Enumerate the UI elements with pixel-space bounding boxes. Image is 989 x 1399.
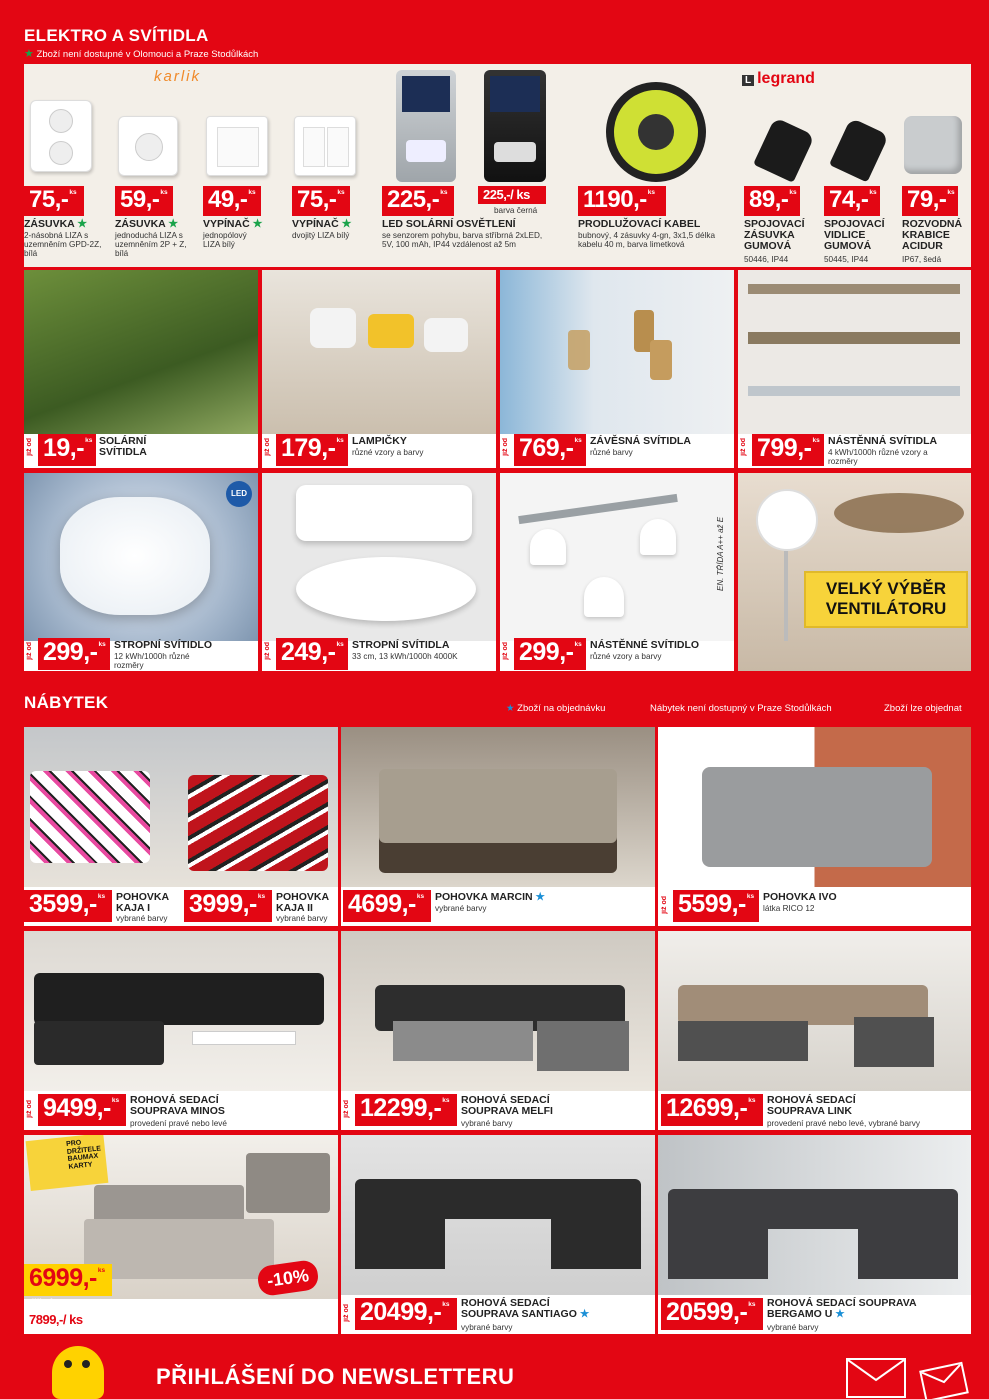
price-tag: 299,- ks bbox=[514, 638, 586, 670]
price-tag: 799,- ks bbox=[752, 434, 824, 466]
envelope-icon bbox=[846, 1358, 906, 1398]
price-tag: 249,- ks bbox=[276, 638, 348, 670]
price-tag: 1190,- ks bbox=[578, 186, 666, 216]
regular-price: 7899,-/ ks bbox=[24, 1311, 102, 1329]
product-desc: dvojitý LIZA bílý bbox=[292, 231, 350, 240]
product-desc: vybrané barvy bbox=[435, 904, 487, 913]
product-name: POHOVKA IVO bbox=[763, 891, 837, 903]
mascot-icon bbox=[52, 1346, 104, 1399]
led-badge: LED bbox=[226, 481, 252, 507]
product-name: NÁSTĚNNÁ SVÍTIDLA bbox=[828, 435, 938, 447]
price-tag: 3599,- ks bbox=[24, 890, 112, 922]
product-desc: bubnový, 4 zásuvky 4-gn, 3x1,5 délka kabelu 40 m, barva limetková bbox=[578, 231, 715, 250]
product-desc: 2-násobná LIZA s uzemněním GPD-2Z, bílá bbox=[24, 231, 102, 259]
switch-double-image bbox=[294, 116, 356, 176]
from-label: již od bbox=[26, 438, 33, 456]
price-tag: 20499,- ks bbox=[355, 1298, 457, 1330]
socket-double-image bbox=[30, 100, 92, 172]
product-name: VYPÍNAČ ★ bbox=[292, 218, 352, 230]
from-label: již od bbox=[661, 896, 668, 914]
kaja-photo bbox=[24, 727, 338, 887]
product-name: ROZVODNÁ KRABICE ACIDUR bbox=[902, 218, 963, 253]
energy-class-note: EN. TŘÍDA A++ až E bbox=[716, 516, 725, 591]
product-name: PRODLUŽOVACÍ KABEL bbox=[578, 218, 701, 230]
from-label: již od bbox=[502, 438, 509, 456]
product-desc: vybrané barvy bbox=[767, 1323, 819, 1332]
regular-price-label: Běžná cena: bbox=[24, 1298, 83, 1309]
solar-light-black-image bbox=[484, 70, 546, 182]
product-desc: IP67, šedá bbox=[902, 255, 942, 264]
product-desc: 4 kWh/1000h různé vzory a rozměry bbox=[828, 448, 928, 467]
price-tag: 74,- ks bbox=[824, 186, 880, 216]
newsletter-bar[interactable] bbox=[0, 1340, 989, 1399]
from-label: již od bbox=[26, 1100, 33, 1118]
product-desc: provedení pravé nebo levé bbox=[130, 1119, 227, 1128]
price-tag: 75,- ks bbox=[24, 186, 84, 216]
marcin-photo bbox=[341, 727, 655, 887]
product-desc: látka RICO 12 bbox=[763, 904, 815, 913]
switch-single-image bbox=[206, 116, 268, 176]
bergamo-photo bbox=[658, 1135, 971, 1295]
product-name: LAMPIČKY bbox=[352, 435, 407, 447]
product-desc: jednoduchá LIZA s uzemněním 2P + Z, bílá bbox=[115, 231, 187, 259]
product-desc: 221,5x163x114 cm, spací plocha: 160x200 cm včetně roštu, sametová tkanina bbox=[124, 1310, 319, 1329]
product-name: SPOJOVACÍ VIDLICE GUMOVÁ bbox=[824, 218, 885, 253]
from-label: již od bbox=[264, 642, 271, 660]
price-tag: 3999,- ks bbox=[184, 890, 272, 922]
product-name: ROHOVÁ SEDACÍ SOUPRAVA LINK bbox=[767, 1094, 856, 1118]
product-name: STROPNÍ SVÍTIDLA bbox=[352, 639, 450, 651]
solar-light-silver-image bbox=[396, 70, 456, 182]
price-tag: 9499,- ks bbox=[38, 1094, 126, 1126]
product-name: POHOVKA KAJA II bbox=[276, 891, 329, 915]
rubber-socket-image bbox=[753, 117, 815, 183]
newsletter-title[interactable]: PŘIHLÁŠENÍ DO NEWSLETTERU bbox=[156, 1364, 515, 1389]
product-name: POHOVKA MARCIN ★ bbox=[435, 891, 545, 903]
brand-logo-legrand: L legrand bbox=[742, 70, 815, 88]
ceiling-lights-photo bbox=[262, 473, 496, 641]
price-tag: 89,- ks bbox=[744, 186, 800, 216]
fan-promo-banner: VELKÝ VÝBĚR VENTILÁTORU bbox=[804, 571, 968, 628]
from-label: již od bbox=[343, 1100, 350, 1118]
product-name: NÁSTĚNNÉ SVÍTIDLO bbox=[590, 639, 700, 651]
product-name: VYPÍNAČ ★ bbox=[203, 218, 263, 230]
baumax-card-badge: PRO DRŽITELE BAUMAX KARTY bbox=[26, 1135, 109, 1191]
product-desc: 12 kWh/1000h různé rozměry bbox=[114, 652, 190, 671]
price-tag: 769,- ks bbox=[514, 434, 586, 466]
junction-box-image bbox=[904, 116, 962, 174]
product-desc: vybrané barvy bbox=[461, 1323, 513, 1332]
product-desc: barva černá bbox=[494, 206, 538, 215]
product-name: ZÁSUVKA ★ bbox=[24, 218, 88, 230]
product-name: POSTEL TOLEDO II bbox=[124, 1298, 222, 1310]
price-tag: 12299,- ks bbox=[355, 1094, 457, 1126]
wall-lights-photo bbox=[738, 270, 971, 434]
product-desc: se senzorem pohybu, barva stříbrná 2xLED, 5V, 100 mAh, IP44 vzdálenost až 5m bbox=[382, 231, 543, 250]
from-label: již od bbox=[26, 642, 33, 660]
product-desc: jednopólový LIZA bílý bbox=[203, 231, 247, 250]
price-tag: 4699,- ks bbox=[343, 890, 431, 922]
product-name: SPOJOVACÍ ZÁSUVKA GUMOVÁ bbox=[744, 218, 805, 253]
product-desc: 33 cm, 13 kWh/1000h 4000K bbox=[352, 652, 458, 661]
product-name: ZÁVĚSNÁ SVÍTIDLA bbox=[590, 435, 691, 447]
price-tag: 19,- ks bbox=[38, 434, 96, 466]
product-name: ROHOVÁ SEDACÍ SOUPRAVA SANTIAGO ★ bbox=[461, 1297, 590, 1321]
santiago-photo bbox=[341, 1135, 655, 1295]
product-name: SOLÁRNÍ SVÍTIDLA bbox=[99, 435, 147, 459]
product-desc: vybrané barvy bbox=[116, 914, 168, 923]
price-tag: 225,- ks bbox=[382, 186, 454, 216]
section-title-elektro: ELEKTRO A SVÍTIDLA bbox=[24, 26, 209, 45]
price-tag: 6999,- ks bbox=[24, 1264, 112, 1296]
price-tag: 20599,- ks bbox=[661, 1298, 763, 1330]
price-tag: 12699,- ks bbox=[661, 1094, 763, 1126]
product-name: STROPNÍ SVÍTIDLO bbox=[114, 639, 213, 651]
product-name: ROHOVÁ SEDACÍ SOUPRAVA MINOS bbox=[130, 1094, 225, 1118]
product-desc: 50445, IP44 bbox=[824, 255, 869, 264]
elektro-header bbox=[0, 0, 989, 64]
product-desc: vybrané barvy bbox=[276, 914, 328, 923]
product-desc: různé barvy bbox=[590, 448, 633, 457]
availability-note: ★ Zboží není dostupné v Olomouci a Praze Stodůlkách bbox=[24, 48, 259, 60]
from-label: již od bbox=[502, 642, 509, 660]
envelope-flap-icon bbox=[848, 1360, 904, 1396]
price-tag: 5599,- ks bbox=[673, 890, 759, 922]
from-label: již od bbox=[343, 1304, 350, 1322]
price-tag: 75,- ks bbox=[292, 186, 350, 216]
pendant-lights-photo bbox=[500, 270, 734, 434]
product-name: LED SOLÁRNÍ OSVĚTLENÍ bbox=[382, 218, 516, 230]
ceiling-light-photo bbox=[24, 473, 258, 641]
product-desc: provedení pravé nebo levé, vybrané barvy bbox=[767, 1119, 920, 1128]
lamps-photo bbox=[262, 270, 496, 434]
from-label: již od bbox=[740, 438, 747, 456]
nabytek-header-bar bbox=[0, 683, 989, 721]
product-desc: vybrané barvy bbox=[461, 1119, 513, 1128]
melfi-photo bbox=[341, 931, 655, 1091]
minos-photo bbox=[24, 931, 338, 1091]
section-title-nabytek: NÁBYTEK bbox=[24, 693, 109, 712]
wall-spot-light-photo bbox=[500, 473, 734, 641]
envelope-flap-icon bbox=[922, 1364, 967, 1399]
product-desc: 50446, IP44 bbox=[744, 255, 789, 264]
price-tag: 79,- ks bbox=[902, 186, 958, 216]
legend-order: ★ Zboží na objednávku bbox=[506, 703, 606, 714]
socket-single-image bbox=[118, 116, 178, 176]
solar-lights-photo bbox=[24, 270, 258, 434]
price-tag: 49,- ks bbox=[203, 186, 261, 216]
price-tag: 59,- ks bbox=[115, 186, 173, 216]
product-name: ZÁSUVKA ★ bbox=[115, 218, 179, 230]
discount-badge: -10% bbox=[256, 1259, 320, 1297]
envelope-icon-2 bbox=[919, 1362, 969, 1399]
link-photo bbox=[658, 931, 971, 1091]
product-desc: různé vzory a barvy bbox=[590, 652, 662, 661]
product-name: ROHOVÁ SEDACÍ SOUPRAVA BERGAMO U ★ bbox=[767, 1297, 917, 1321]
legend-praha: Nábytek není dostupný v Praze Stodůlkách bbox=[650, 703, 832, 714]
cable-reel-image bbox=[606, 82, 708, 186]
product-name: POHOVKA KAJA I bbox=[116, 891, 169, 915]
price-tag: 179,- ks bbox=[276, 434, 348, 466]
tile-fans bbox=[738, 473, 971, 671]
price-tag: 299,- ks bbox=[38, 638, 110, 670]
from-label: již od bbox=[264, 438, 271, 456]
price-tag-small: 225,-/ ks bbox=[478, 186, 546, 204]
product-name: ROHOVÁ SEDACÍ SOUPRAVA MELFI bbox=[461, 1094, 553, 1118]
brand-logo-karlik: karlik bbox=[154, 68, 202, 85]
ivo-photo bbox=[658, 727, 971, 887]
legend-order2: Zboží lze objednat bbox=[884, 703, 962, 714]
product-desc: různé vzory a barvy bbox=[352, 448, 424, 457]
rubber-plug-image bbox=[829, 118, 889, 183]
